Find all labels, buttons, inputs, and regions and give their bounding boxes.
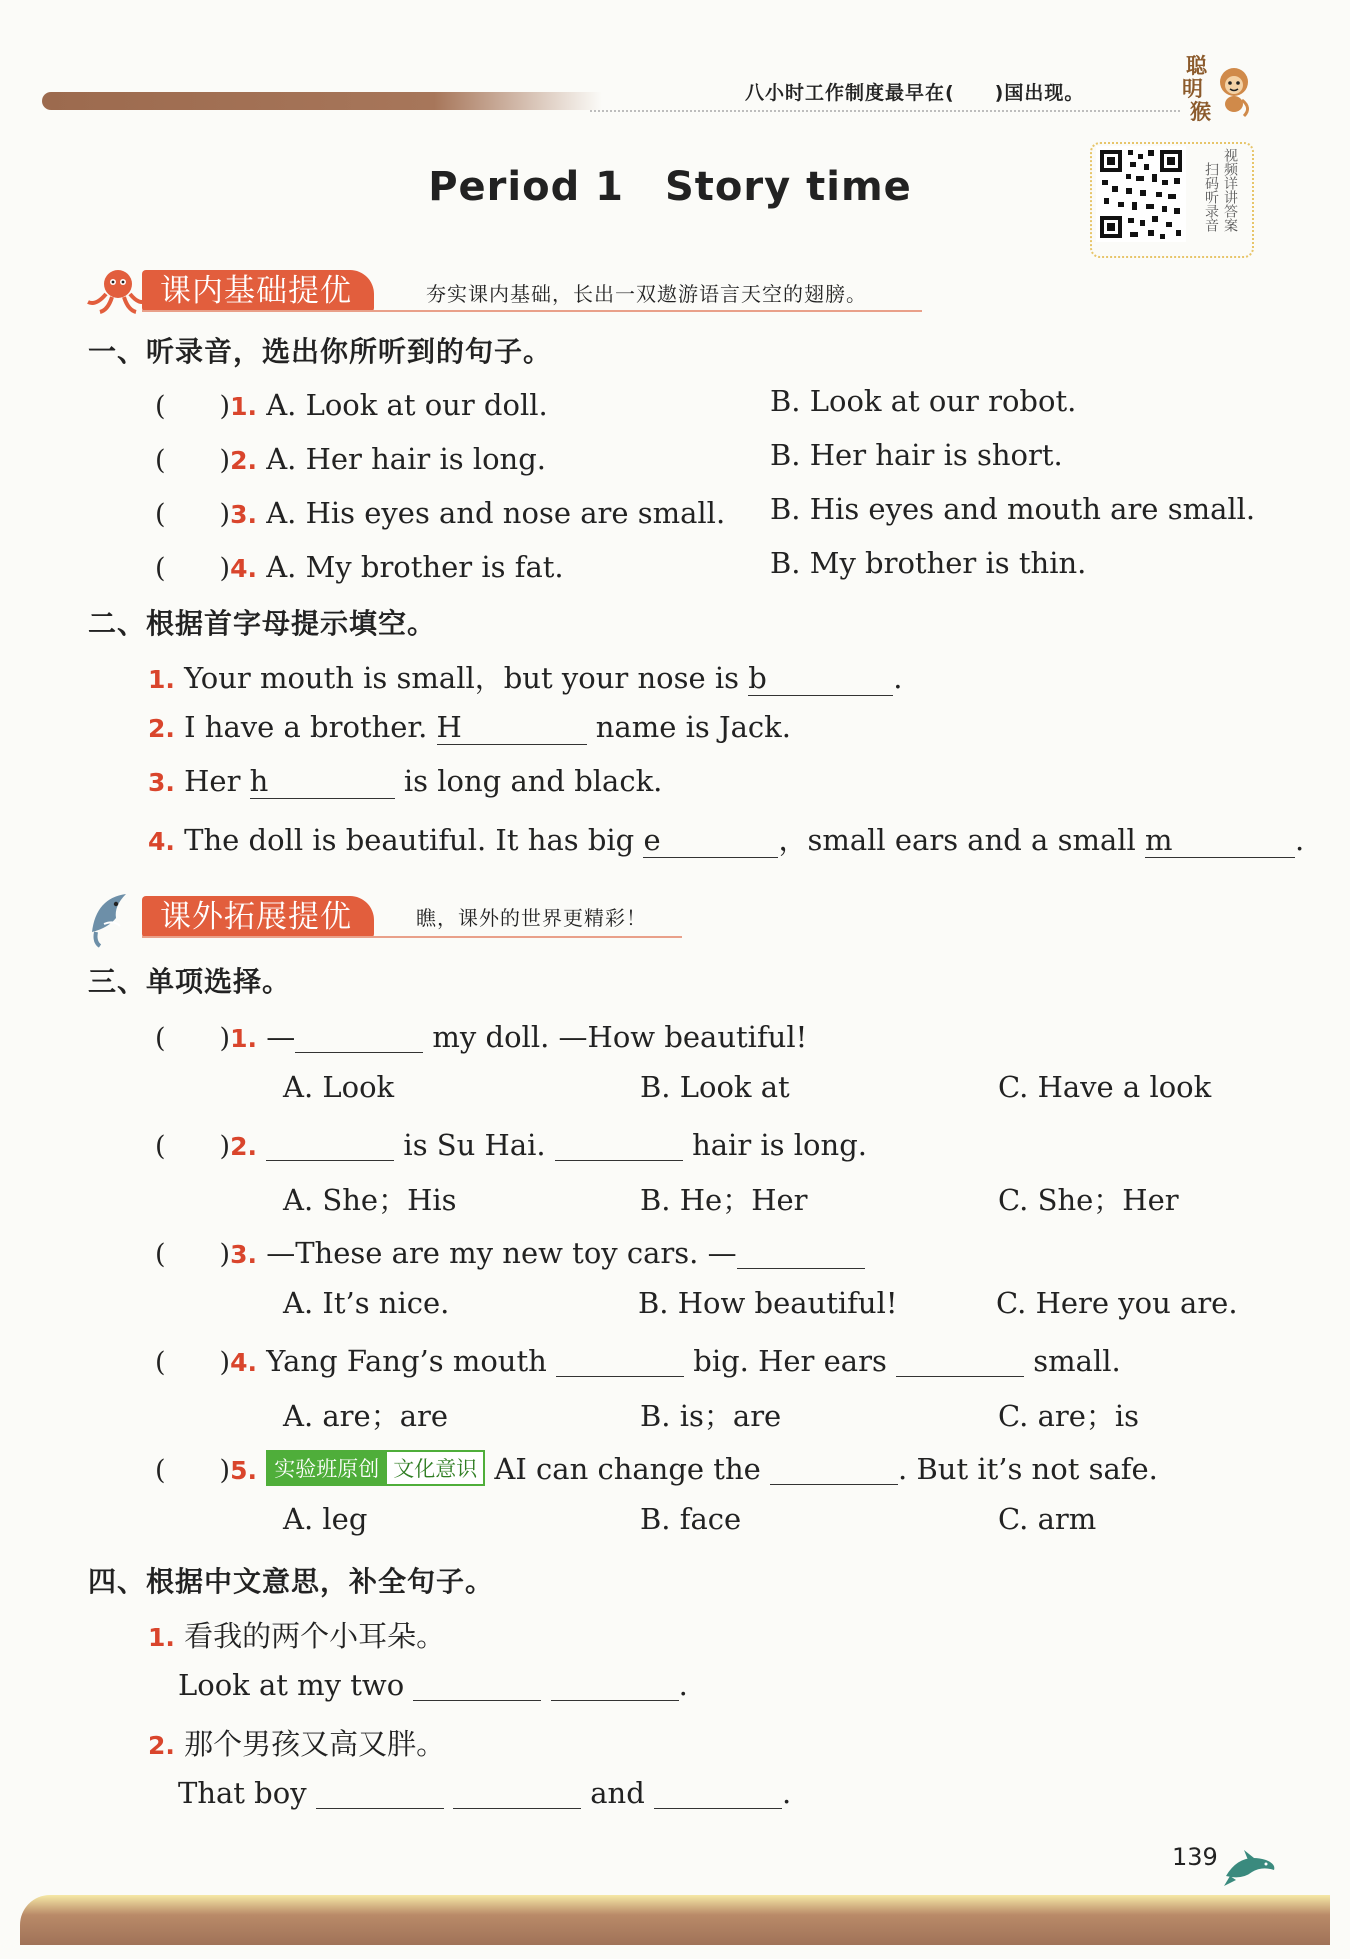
answer-paren[interactable]: ( ): [155, 1131, 231, 1162]
option-a: A. My brother is fat.: [266, 550, 564, 584]
item-number: 3.: [230, 500, 257, 529]
fill-blank[interactable]: [437, 710, 587, 745]
page-title: Period 1 Story time: [428, 164, 912, 210]
sentence-end: .: [1295, 823, 1305, 857]
sentence-text: That boy: [178, 1776, 316, 1810]
option-a: A. Look at our doll.: [266, 388, 548, 422]
part1-item-2: [155, 438, 546, 477]
item-number: 4.: [230, 1348, 257, 1377]
fill-blank[interactable]: [643, 823, 778, 858]
sentence-mid: ，small ears and a small: [778, 823, 1146, 857]
shark-icon: [86, 888, 142, 948]
brand-char-2: 明: [1182, 76, 1203, 101]
item-number: 4.: [148, 827, 175, 856]
fill-blank[interactable]: [551, 1670, 679, 1701]
part4-item-2-en: [178, 1776, 791, 1810]
section-in-class-tip: 夯实课内基础，长出一双遨游语言天空的翅膀。: [426, 282, 867, 306]
qr-note-col2: 视频详讲答案: [1222, 148, 1238, 232]
part1-item-2-option-b: B. Her hair is short.: [770, 438, 1063, 472]
answer-paren[interactable]: ( ): [155, 499, 231, 530]
part4-item-1-en: [178, 1668, 688, 1702]
sentence-end: name is Jack.: [586, 710, 791, 744]
part3-item-5-option-c: C. arm: [998, 1502, 1097, 1536]
page-number: 139: [1172, 1843, 1218, 1871]
answer-paren[interactable]: ( ): [155, 1023, 231, 1054]
item-number: 1.: [230, 1024, 257, 1053]
tag-experimental-original: 实验班原创: [266, 1450, 387, 1486]
part3-item-1-option-b: B. Look at: [640, 1070, 790, 1104]
part3-item-1-option-a: A. Look: [283, 1070, 395, 1104]
answer-paren[interactable]: ( ): [155, 1239, 231, 1270]
part3-item-1-option-c: C. Have a look: [998, 1070, 1212, 1104]
part2-item-2: [148, 710, 791, 745]
part3-item-1: [155, 1016, 807, 1055]
sentence-text: The doll is beautiful. It has big: [184, 823, 644, 857]
section-in-class-line: [142, 310, 922, 312]
sentence-end: .: [893, 661, 903, 695]
header-dotted-line: [590, 110, 1180, 112]
question-text: hair is long.: [682, 1128, 867, 1162]
item-number: 5.: [230, 1456, 257, 1485]
part3-item-2-option-c: C. She；Her: [998, 1183, 1179, 1217]
answer-paren[interactable]: ( ): [155, 1455, 231, 1486]
item-number: 2.: [230, 1132, 257, 1161]
fill-blank[interactable]: [413, 1670, 541, 1701]
part1-item-3: [155, 492, 725, 531]
fill-blank[interactable]: [737, 1238, 865, 1269]
brand-char-1: 聪: [1186, 53, 1207, 78]
hint-letter: e: [643, 823, 661, 857]
question-text: is Su Hai.: [394, 1128, 555, 1162]
part3-item-5-option-b: B. face: [640, 1502, 742, 1536]
fill-blank[interactable]: [316, 1778, 444, 1809]
sentence-text: and: [581, 1776, 654, 1810]
part4-item-2-cn: [148, 1722, 445, 1763]
section-extra: [86, 896, 686, 942]
sentence-end: .: [678, 1668, 688, 1702]
sentence-text: Look at my two: [178, 1668, 414, 1702]
chinese-sentence: 那个男孩又高又胖。: [184, 1727, 446, 1761]
hint-letter: h: [249, 764, 269, 798]
part3-item-5: [155, 1448, 1158, 1487]
sentence-gap: [541, 1668, 550, 1702]
sentence-end: .: [782, 1776, 792, 1810]
header-brush-stroke: [42, 92, 602, 110]
fill-blank[interactable]: [266, 1130, 394, 1161]
part3-item-3-option-a: A. It’s nice.: [283, 1286, 450, 1320]
question-text: . But it’s not safe.: [898, 1452, 1158, 1486]
part3-item-2-option-a: A. She；His: [283, 1183, 457, 1217]
part3-item-2-option-b: B. He；Her: [640, 1183, 808, 1217]
part3-item-3-option-b: B. How beautiful!: [638, 1286, 898, 1320]
answer-paren[interactable]: ( ): [155, 445, 231, 476]
footer-band: [20, 1895, 1330, 1945]
question-text: —These are my new toy cars. —: [266, 1236, 737, 1270]
item-number: 1.: [230, 392, 257, 421]
qr-code-icon: [1096, 146, 1186, 242]
part2-item-4: [148, 818, 1304, 859]
question-text: my doll. —How beautiful!: [423, 1020, 808, 1054]
part3-item-4-option-c: C. are；is: [998, 1399, 1140, 1433]
part3-item-4-option-a: A. are；are: [283, 1399, 449, 1433]
hint-letter: H: [436, 710, 462, 744]
question-text: big. Her ears: [684, 1344, 897, 1378]
fill-blank[interactable]: [556, 1346, 684, 1377]
section-in-class: [86, 270, 926, 316]
part4-item-1-cn: [148, 1614, 445, 1655]
part2-item-3: [148, 764, 662, 799]
hint-letter: m: [1145, 823, 1173, 857]
part3-item-3: [155, 1232, 865, 1271]
question-text: Yang Fang’s mouth: [266, 1344, 557, 1378]
question-text: —: [266, 1020, 296, 1054]
part3-heading: 三、单项选择。: [88, 965, 292, 998]
fill-blank[interactable]: [770, 1454, 898, 1485]
brand-char-3: 猴: [1190, 99, 1211, 124]
qr-code[interactable]: [1096, 146, 1186, 242]
part1-item-4: [155, 546, 564, 585]
part1-item-3-option-b: B. His eyes and mouth are small.: [770, 492, 1256, 526]
part3-item-5-option-a: A. leg: [283, 1502, 368, 1536]
item-number: 2.: [148, 714, 175, 743]
answer-paren[interactable]: ( ): [155, 553, 231, 584]
tag-cultural-awareness: 文化意识: [387, 1450, 485, 1486]
header-fact-prompt: 八小时工作制度最早在( )国出现。: [745, 82, 1085, 104]
fill-blank[interactable]: [295, 1022, 423, 1053]
section-in-class-label: 课内基础提优: [142, 270, 374, 312]
sentence-text: I have a brother.: [184, 710, 437, 744]
section-extra-tip: 瞧，课外的世界更精彩！: [416, 906, 647, 930]
qr-note-col1: 扫码听录音: [1203, 162, 1219, 232]
part2-heading: 二、根据首字母提示填空。: [88, 607, 437, 640]
part1-item-1-option-b: B. Look at our robot.: [770, 384, 1077, 418]
part1-item-4-option-b: B. My brother is thin.: [770, 546, 1087, 580]
fill-blank[interactable]: [250, 764, 395, 799]
question-text: AI can change the: [494, 1452, 771, 1486]
answer-paren[interactable]: ( ): [155, 1347, 231, 1378]
section-extra-label: 课外拓展提优: [142, 896, 374, 938]
part3-item-4: [155, 1340, 1121, 1379]
section-extra-line: [142, 936, 682, 938]
question-text: small.: [1024, 1344, 1121, 1378]
part1-heading: 一、听录音，选出你所听到的句子。: [88, 335, 553, 368]
sentence-end: is long and black.: [394, 764, 663, 798]
option-a: A. His eyes and nose are small.: [266, 496, 726, 530]
qr-note: [1202, 148, 1238, 237]
octopus-icon: [86, 266, 146, 316]
fill-blank[interactable]: [453, 1778, 581, 1809]
fill-blank[interactable]: [555, 1130, 683, 1161]
fill-blank[interactable]: [748, 661, 893, 696]
item-number: 1.: [148, 665, 175, 694]
chinese-sentence: 看我的两个小耳朵。: [184, 1619, 446, 1653]
part4-heading: 四、根据中文意思，补全句子。: [88, 1565, 495, 1598]
part3-item-3-option-c: C. Here you are.: [996, 1286, 1238, 1320]
item-number: 2.: [230, 446, 257, 475]
fill-blank[interactable]: [896, 1346, 1024, 1377]
item-number: 1.: [148, 1623, 175, 1652]
part3-item-4-option-b: B. is；are: [640, 1399, 782, 1433]
sentence-text: Your mouth is small，but your nose is: [184, 661, 749, 695]
fill-blank[interactable]: [654, 1778, 782, 1809]
option-a: A. Her hair is long.: [266, 442, 547, 476]
part2-item-1: [148, 656, 902, 697]
hint-letter: b: [748, 661, 767, 695]
fill-blank[interactable]: [1145, 823, 1295, 858]
item-number: 3.: [230, 1240, 257, 1269]
sentence-gap: [444, 1776, 453, 1810]
answer-paren[interactable]: ( ): [155, 391, 231, 422]
part3-item-2: [155, 1124, 867, 1163]
sentence-text: Her: [184, 764, 250, 798]
monkey-logo: [1182, 50, 1256, 124]
item-number: 3.: [148, 768, 175, 797]
dolphin-icon: [1222, 1846, 1280, 1890]
item-number: 4.: [230, 554, 257, 583]
item-number: 2.: [148, 1731, 175, 1760]
part1-item-1: [155, 384, 548, 423]
